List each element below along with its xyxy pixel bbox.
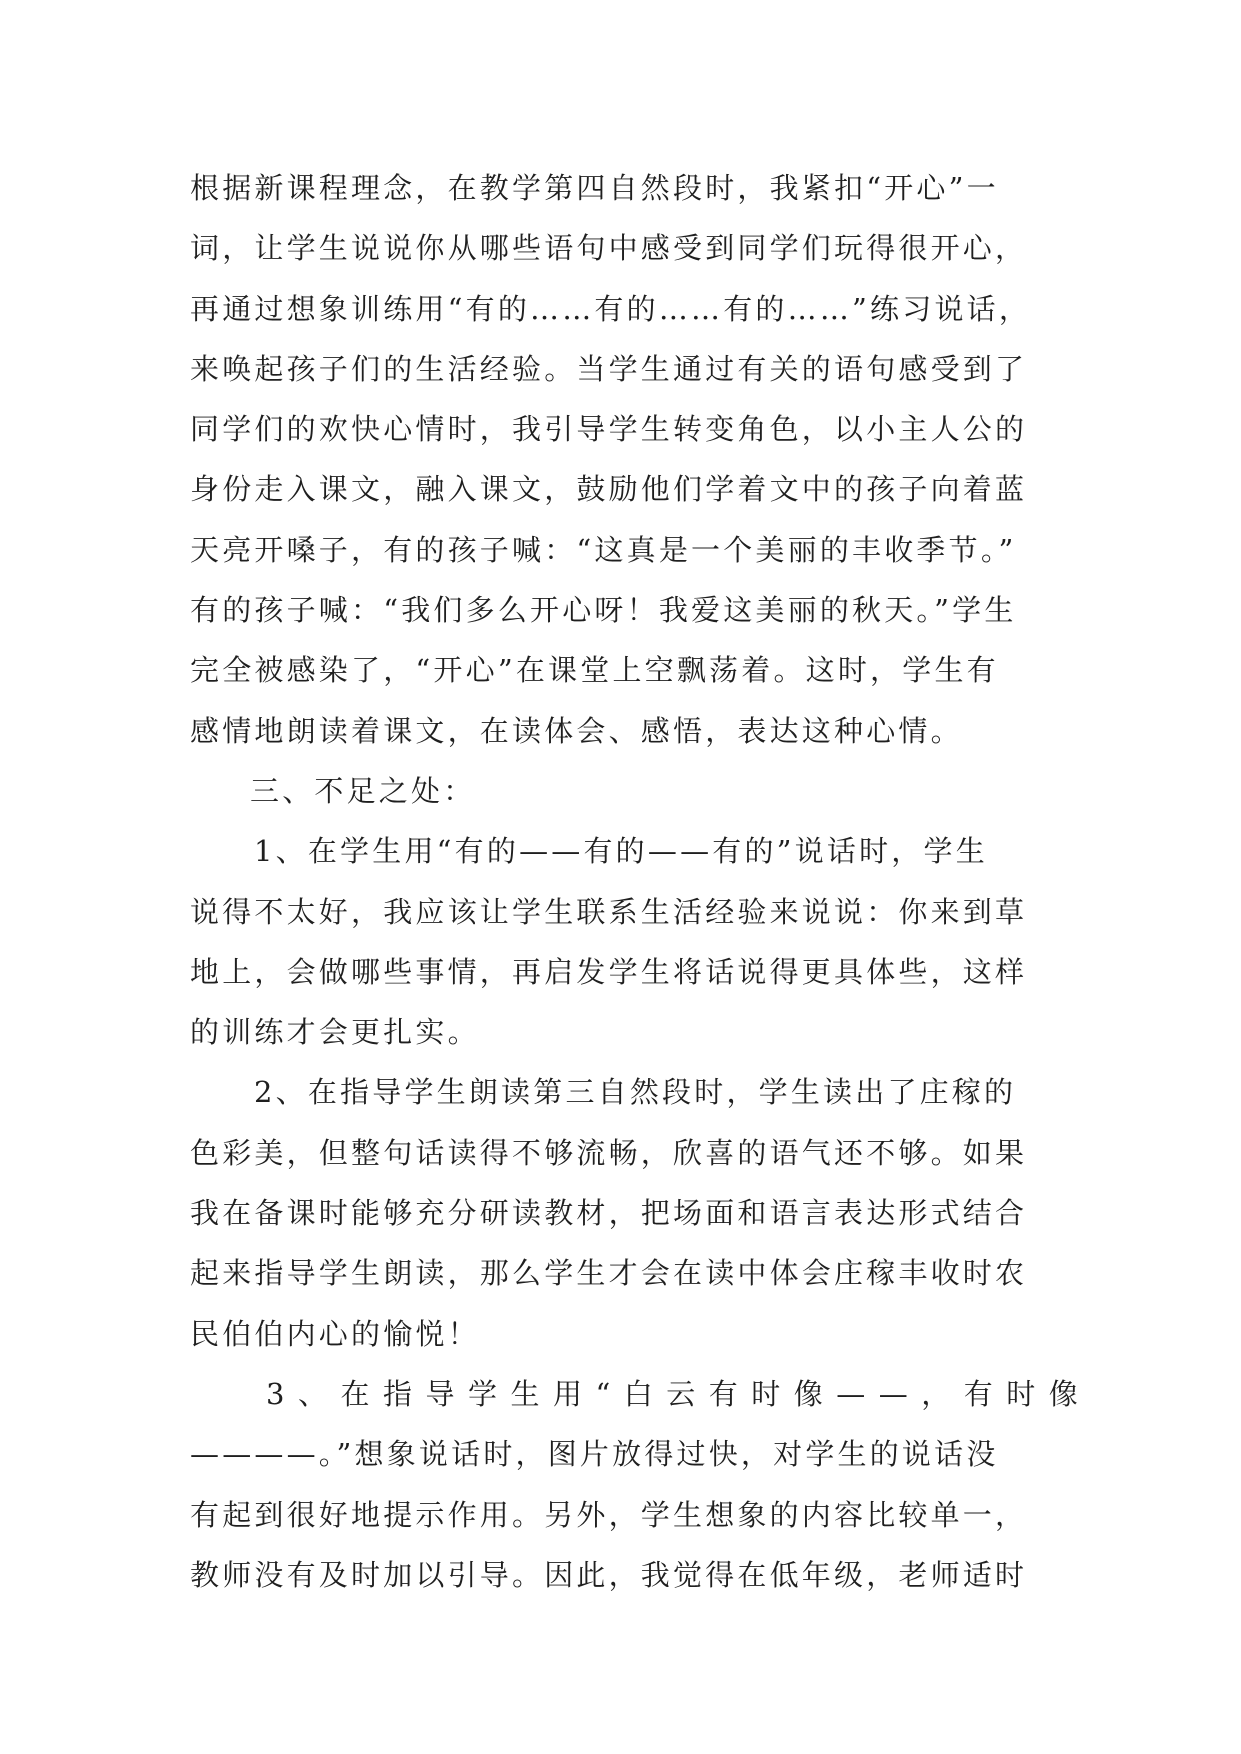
- text-line: 色彩美，但整句话读得不够流畅，欣喜的语气还不够。如果: [190, 1135, 1028, 1170]
- text-line: 完全被感染了，“开心”在课堂上空飘荡着。这时，学生有: [190, 653, 999, 688]
- text-line: 地上，会做哪些事情，再启发学生将话说得更具体些，这样: [190, 954, 1028, 989]
- text-line: 来唤起孩子们的生活经验。当学生通过有关的语句感受到了: [190, 351, 1028, 386]
- text-line: 3、在指导学生用“白云有时像——，有时像: [266, 1376, 1092, 1411]
- text-line: 的训练才会更扎实。: [190, 1015, 480, 1050]
- document-body: [190, 158, 1092, 1605]
- text-line: 词，让学生说说你从哪些语句中感受到同学们玩得很开心，: [190, 231, 1028, 266]
- text-line: 身份走入课文，融入课文，鼓励他们学着文中的孩子向着蓝: [190, 472, 1028, 507]
- text-line: 民伯伯内心的愉悦！: [190, 1316, 480, 1351]
- text-line: 起来指导学生朗读，那么学生才会在读中体会庄稼丰收时农: [190, 1256, 1028, 1291]
- text-line: 教师没有及时加以引导。因此，我觉得在低年级，老师适时: [190, 1557, 1028, 1592]
- text-line: 同学们的欢快心情时，我引导学生转变角色，以小主人公的: [190, 412, 1028, 447]
- text-line: 2、在指导学生朗读第三自然段时，学生读出了庄稼的: [254, 1075, 1017, 1110]
- text-line: 感情地朗读着课文，在读体会、感悟，表达这种心情。: [190, 713, 963, 748]
- text-line: 天亮开嗓子，有的孩子喊：“这真是一个美丽的丰收季节。”: [190, 532, 1017, 567]
- text-line: 再通过想象训练用“有的……有的……有的……”练习说话，: [190, 291, 1032, 326]
- text-line: 说得不太好，我应该让学生联系生活经验来说说：你来到草: [190, 894, 1028, 929]
- section-heading: 三、不足之处：: [250, 773, 476, 808]
- text-line: 我在备课时能够充分研读教材，把场面和语言表达形式结合: [190, 1196, 1028, 1231]
- text-line: ————。”想象说话时，图片放得过快，对学生的说话没: [190, 1437, 999, 1472]
- text-line: 有的孩子喊：“我们多么开心呀！我爱这美丽的秋天。”学生: [190, 593, 1017, 628]
- text-line: 有起到很好地提示作用。另外，学生想象的内容比较单一，: [190, 1497, 1028, 1532]
- text-line: 1、在学生用“有的——有的——有的”说话时，学生: [254, 834, 988, 869]
- text-line: 根据新课程理念，在教学第四自然段时，我紧扣“开心”一: [190, 171, 999, 205]
